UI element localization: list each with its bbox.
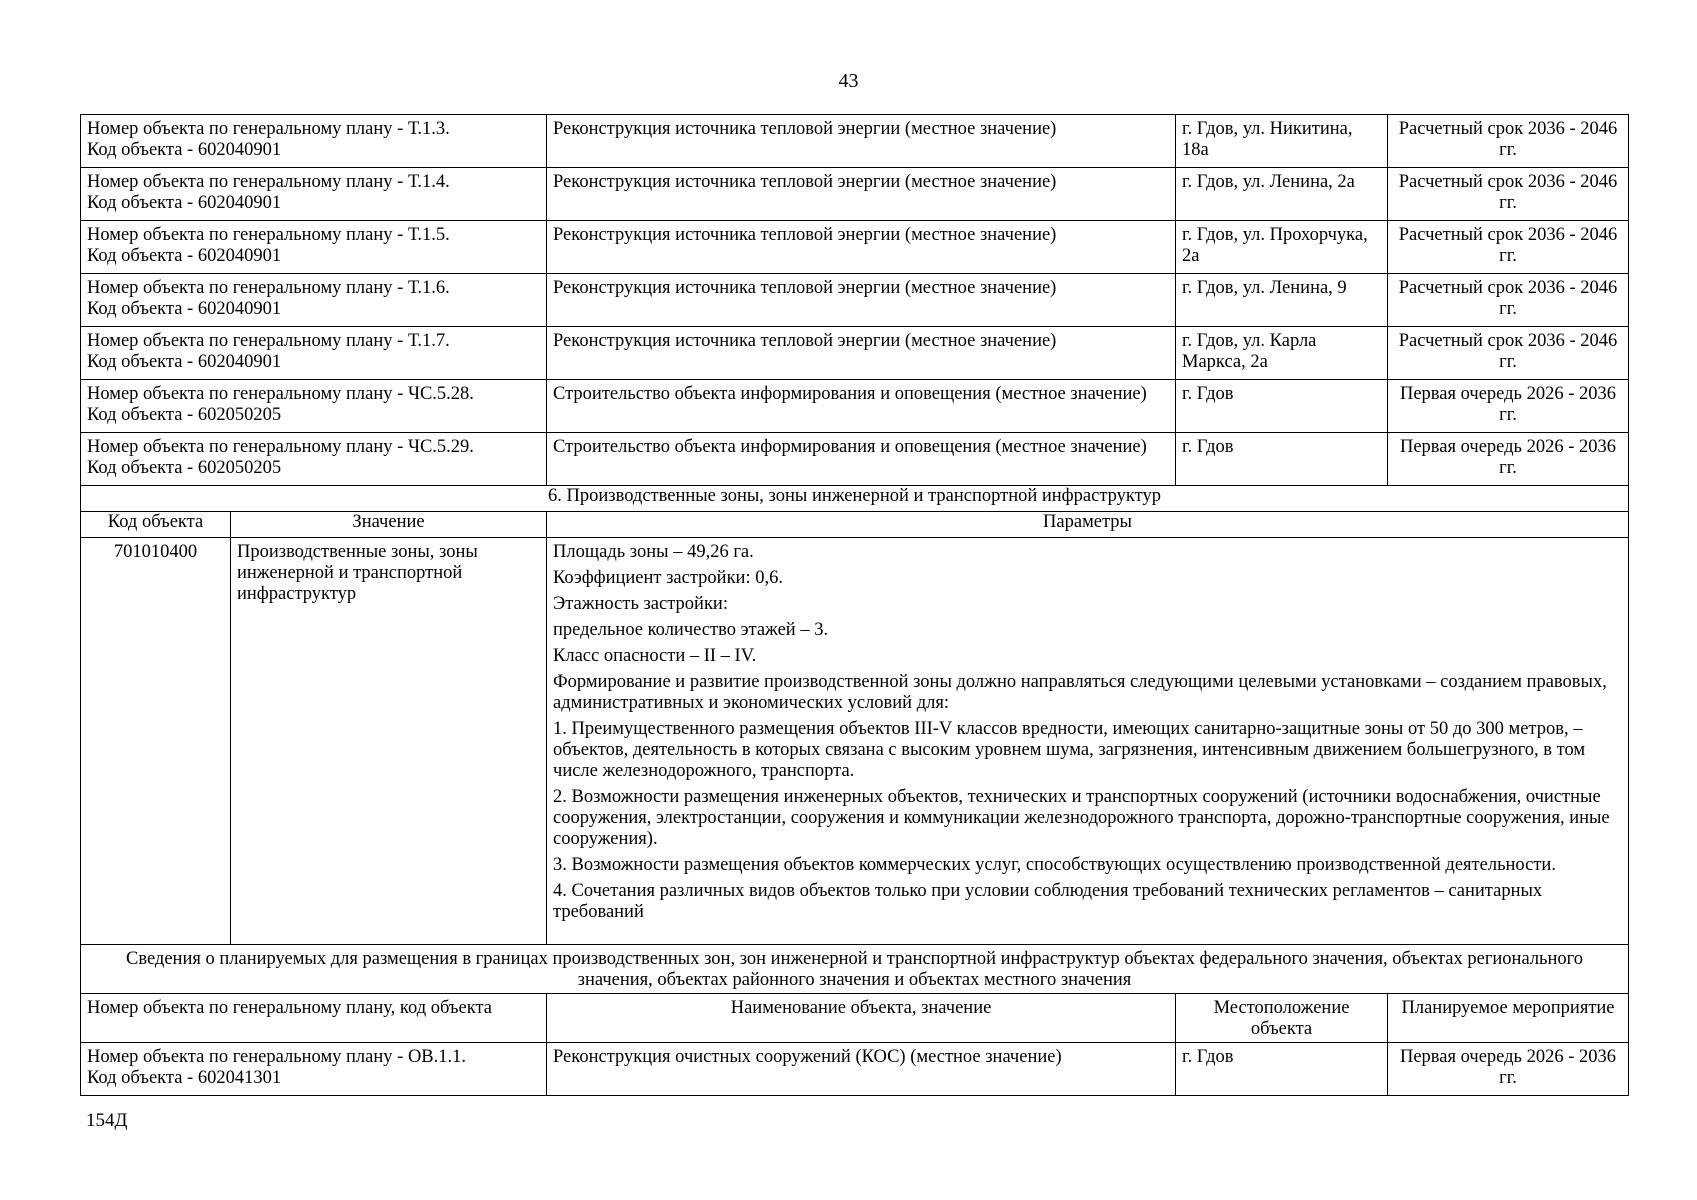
object-number-cell [81, 380, 547, 433]
object-code: Код объекта - 602040901 [87, 352, 282, 372]
zone-row [81, 538, 1629, 945]
param-coefficient: Коэффициент застройки: 0,6. [553, 568, 783, 588]
document-code: 154Д [86, 1110, 128, 1131]
object-number: Номер объекта по генеральному плану - Т.1.5. [87, 225, 450, 245]
param-item-4: 4. Сочетания различных видов объектов только при условии соблюдения требований технических регламентов – санитарных требований [553, 881, 1543, 922]
planned-header-row [81, 994, 1629, 1043]
object-location: г. Гдов [1176, 1043, 1388, 1096]
planned-title: Сведения о планируемых для размещения в границах производственных зон, зон инженерной и транспортной инфраструктур объектах федерального значения, объектах регионального значения, объектах районного значения и объектах местного значения [81, 945, 1629, 994]
param-hazard-class: Класс опасности – II – IV. [553, 646, 757, 666]
object-code: Код объекта - 602040901 [87, 193, 282, 213]
section-title: 6. Производственные зоны, зоны инженерной и транспортной инфраструктур [81, 486, 1629, 512]
table-row [81, 221, 1629, 274]
planned-header-name: Наименование объекта, значение [547, 994, 1176, 1043]
zone-params [547, 538, 1629, 945]
planned-title-row [81, 945, 1629, 994]
object-location: г. Гдов, ул. Никитина, 18а [1176, 115, 1388, 168]
table-row [81, 274, 1629, 327]
planned-header-number: Номер объекта по генеральному плану, код объекта [81, 994, 547, 1043]
object-number-cell [81, 433, 547, 486]
param-development-goals: Формирование и развитие производственной зоны должно направляться следующими целевыми установками – созданием правовых, административных и экономических условий для: [553, 672, 1607, 713]
object-number-cell [81, 221, 547, 274]
object-name: Строительство объекта информирования и оповещения (местное значение) [547, 433, 1176, 486]
object-code: Код объекта - 602040901 [87, 140, 282, 160]
param-item-3: 3. Возможности размещения объектов коммерческих услуг, способствующих осуществлению производственной деятельности. [553, 855, 1556, 875]
object-period: Расчетный срок 2036 - 2046 гг. [1388, 221, 1629, 274]
object-number-cell [81, 1043, 547, 1096]
object-code: Код объекта - 602050205 [87, 405, 282, 425]
object-period: Расчетный срок 2036 - 2046 гг. [1388, 168, 1629, 221]
param-area: Площадь зоны – 49,26 га. [553, 542, 754, 562]
object-code: Код объекта - 602050205 [87, 458, 282, 478]
table-row [81, 115, 1629, 168]
object-name: Реконструкция источника тепловой энергии (местное значение) [547, 327, 1176, 380]
object-name: Реконструкция источника тепловой энергии (местное значение) [547, 168, 1176, 221]
object-location: г. Гдов, ул. Прохорчука, 2а [1176, 221, 1388, 274]
object-name: Реконструкция очистных сооружений (КОС) (местное значение) [547, 1043, 1176, 1096]
table-row [81, 433, 1629, 486]
object-number: Номер объекта по генеральному плану - ЧС.5.28. [87, 384, 474, 404]
object-period: Расчетный срок 2036 - 2046 гг. [1388, 327, 1629, 380]
table-row [81, 327, 1629, 380]
object-number: Номер объекта по генеральному плану - Т.1.3. [87, 119, 450, 139]
object-period: Первая очередь 2026 - 2036 гг. [1388, 433, 1629, 486]
object-number: Номер объекта по генеральному плану - Т.1.4. [87, 172, 450, 192]
object-name: Реконструкция источника тепловой энергии (местное значение) [547, 115, 1176, 168]
table-row [81, 380, 1629, 433]
section-title-row [81, 486, 1629, 512]
object-period: Расчетный срок 2036 - 2046 гг. [1388, 274, 1629, 327]
object-period: Первая очередь 2026 - 2036 гг. [1388, 1043, 1629, 1096]
section-header-row [81, 512, 1629, 538]
object-name: Реконструкция источника тепловой энергии (местное значение) [547, 221, 1176, 274]
object-period: Первая очередь 2026 - 2036 гг. [1388, 380, 1629, 433]
object-location: г. Гдов, ул. Ленина, 9 [1176, 274, 1388, 327]
param-floors-limit: предельное количество этажей – 3. [553, 620, 829, 640]
object-code: Код объекта - 602041301 [87, 1068, 282, 1088]
object-name: Строительство объекта информирования и оповещения (местное значение) [547, 380, 1176, 433]
object-number-cell [81, 168, 547, 221]
object-number-cell [81, 115, 547, 168]
object-location: г. Гдов [1176, 380, 1388, 433]
object-code: Код объекта - 602040901 [87, 299, 282, 319]
table-row [81, 1043, 1629, 1096]
page-number: 43 [838, 70, 859, 92]
header-value: Значение [231, 512, 547, 538]
header-code: Код объекта [81, 512, 231, 538]
object-number: Номер объекта по генеральному плану - Т.1.6. [87, 278, 450, 298]
table-row [81, 168, 1629, 221]
object-location: г. Гдов, ул. Карла Маркса, 2а [1176, 327, 1388, 380]
object-location: г. Гдов [1176, 433, 1388, 486]
planning-table [80, 114, 1629, 1096]
object-name: Реконструкция источника тепловой энергии (местное значение) [547, 274, 1176, 327]
object-number: Номер объекта по генеральному плану - ОВ.1.1. [87, 1047, 467, 1067]
param-floors-title: Этажность застройки: [553, 594, 728, 614]
param-item-1: 1. Преимущественного размещения объектов III-V классов вредности, имеющих санитарно-защитные зоны от 50 до 300 метров, – объектов, деятельность в которых связана с высоким уровнем шума, загрязнения, интенсивным движением большегрузного, в том числе железнодорожного, транспорта. [553, 719, 1586, 781]
zone-code: 701010400 [81, 538, 231, 945]
object-location: г. Гдов, ул. Ленина, 2а [1176, 168, 1388, 221]
object-number: Номер объекта по генеральному плану - ЧС.5.29. [87, 437, 474, 457]
object-number: Номер объекта по генеральному плану - Т.1.7. [87, 331, 450, 351]
object-code: Код объекта - 602040901 [87, 246, 282, 266]
object-period: Расчетный срок 2036 - 2046 гг. [1388, 115, 1629, 168]
planned-header-location: Местоположение объекта [1176, 994, 1388, 1043]
header-params: Параметры [547, 512, 1629, 538]
object-number-cell [81, 327, 547, 380]
param-item-2: 2. Возможности размещения инженерных объектов, технических и транспортных сооружений (источники водоснабжения, очистные сооружения, электростанции, сооружения и коммуникации железнодорожного транспорта, дорожно-транспортные сооружения, иные сооружения). [553, 787, 1610, 849]
object-number-cell [81, 274, 547, 327]
zone-value: Производственные зоны, зоны инженерной и транспортной инфраструктур [231, 538, 547, 945]
planned-header-activity: Планируемое мероприятие [1388, 994, 1629, 1043]
